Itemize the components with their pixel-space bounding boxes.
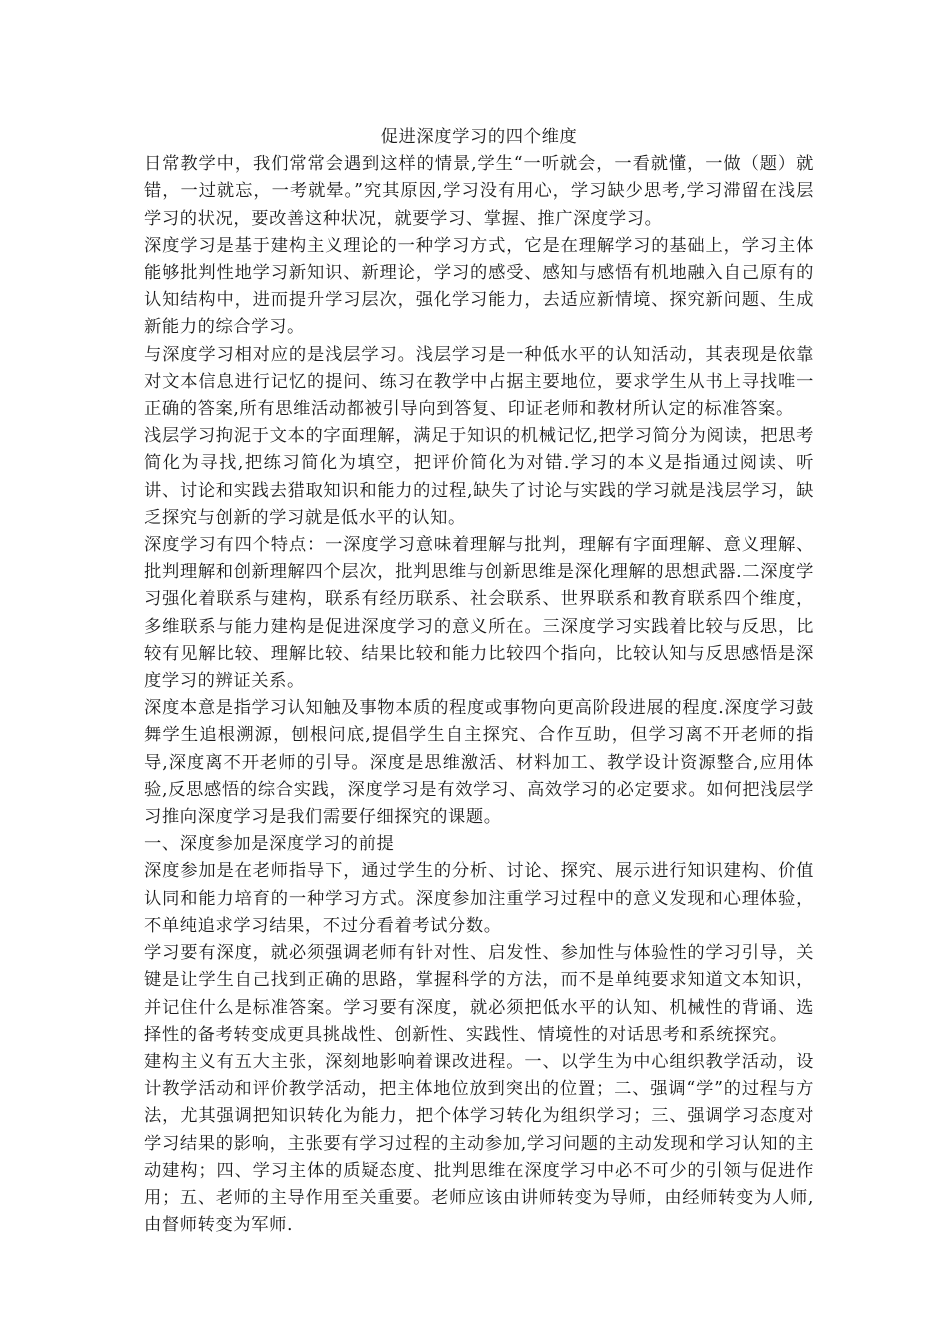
paragraph-5: 深度学习有四个特点：一深度学习意味着理解与批判，理解有字面理解、意义理解、批判理解和创新理解四个层次，批判思维与创新思维是深化理解的思想武器.二深度学习强化着联系与建构，联系有经历联系、社会联系、世界联系和教育联系四个维度，多维联系与能力建构是促进深度学习的意义所在。三深度学习实践着比较与反思，比较有见解比较、理解比较、结果比较和能力比较四个指向，比较认知与反思感悟是深度学习的辨证关系。 [144, 535, 814, 692]
paragraph-2: 深度学习是基于建构主义理论的一种学习方式，它是在理解学习的基础上，学习主体能够批判性地学习新知识、新理论，学习的感受、感知与感悟有机地融入自己原有的认知结构中，进而提升学习层次，强化学习能力，去适应新情境、探究新问题、生成新能力的综合学习。 [144, 235, 814, 338]
paragraph-6: 深度本意是指学习认知触及事物本质的程度或事物向更高阶段进展的程度.深度学习鼓舞学生追根溯源，刨根问底,提倡学生自主探究、合作互助，但学习离不开老师的指导,深度离不开老师的引导。深度是思维激活、材料加工、教学设计资源整合,应用体验,反思感悟的综合实践，深度学习是有效学习、高效学习的必定要求。如何把浅层学习推向深度学习是我们需要仔细探究的课题。 [144, 698, 814, 828]
section-paragraph-3: 建构主义有五大主张，深刻地影响着课改进程。一、以学生为中心组织教学活动，设计教学活动和评价教学活动，把主体地位放到突出的位置；二、强调“学”的过程与方法，尤其强调把知识转化为能力，把个体学习转化为组织学习；三、强调学习态度对学习结果的影响，主张要有学习过程的主动参加,学习问题的主动发现和学习认知的主动建构；四、学习主体的质疑态度、批判思维在深度学习中必不可少的引领与促进作用；五、老师的主导作用至关重要。老师应该由讲师转变为导师，由经师转变为人师,由督师转变为军师. [144, 1051, 814, 1236]
section-heading: 一、深度参加是深度学习的前提 [144, 834, 395, 855]
section-paragraph-2: 学习要有深度，就必须强调老师有针对性、启发性、参加性与体验性的学习引导，关键是让学生自己找到正确的思路，掌握科学的方法，而不是单纯要求知道文本知识，并记住什么是标准答案。学习要有深度，就必须把低水平的认知、机械性的背诵、选择性的备考转变成更具挑战性、创新性、实践性、情境性的对话思考和系统探究。 [144, 943, 814, 1045]
section-paragraph-1: 深度参加是在老师指导下，通过学生的分析、讨论、探究、展示进行知识建构、价值认同和能力培育的一种学习方式。深度参加注重学习过程中的意义发现和心理体验，不单纯追求学习结果，不过分看着考试分数。 [144, 861, 814, 936]
paragraph-1: 日常教学中，我们常常会遇到这样的情景,学生“一听就会，一看就懂，一做（题）就错，一过就忘，一考就晕。”究其原因,学习没有用心，学习缺少思考,学习滞留在浅层学习的状况，要改善这种状况，就要学习、掌握、推广深度学习。 [144, 154, 814, 229]
document-page [144, 124, 814, 1239]
document-title: 促进深度学习的四个维度 [380, 127, 578, 147]
paragraph-3: 与深度学习相对应的是浅层学习。浅层学习是一种低水平的认知活动，其表现是依靠对文本信息进行记忆的提问、练习在教学中占据主要地位，要求学生从书上寻找唯一正确的答案,所有思维活动都被引导向到答复、印证老师和教材所认定的标准答案。 [144, 344, 814, 420]
paragraph-4: 浅层学习拘泥于文本的字面理解，满足于知识的机械记忆,把学习简分为阅读，把思考简化为寻找,把练习简化为填空，把评价简化为对错.学习的本义是指通过阅读、听讲、讨论和实践去猎取知识和能力的过程,缺失了讨论与实践的学习就是浅层学习，缺乏探究与创新的学习就是低水平的认知。 [144, 426, 814, 528]
